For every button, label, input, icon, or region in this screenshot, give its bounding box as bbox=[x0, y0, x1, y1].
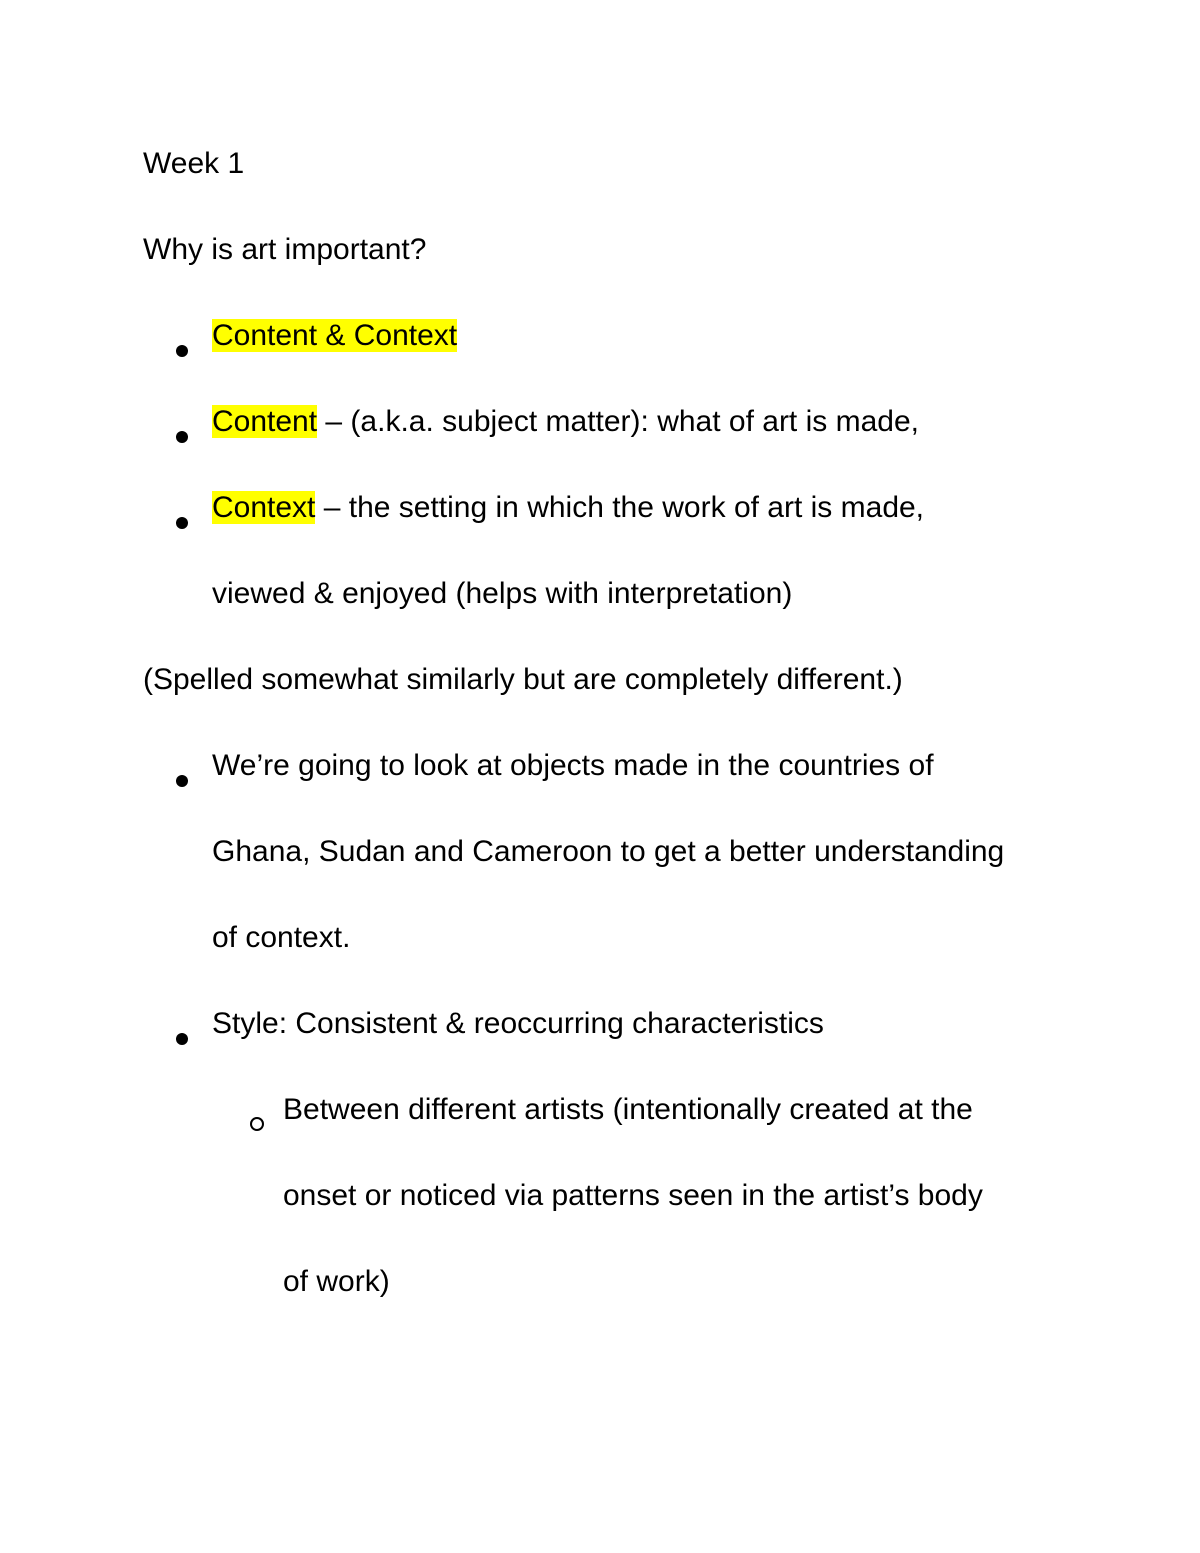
bullet-dot-icon bbox=[176, 1018, 188, 1054]
bullet-item: We’re going to look at objects made in the countries of bbox=[212, 749, 934, 782]
highlighted-term: Content bbox=[212, 405, 318, 438]
highlighted-term: Content & Context bbox=[212, 319, 458, 352]
bullet-continuation: viewed & enjoyed (helps with interpretation) bbox=[212, 577, 793, 610]
bullet-dot-icon bbox=[176, 330, 188, 366]
bullet-item bbox=[212, 490, 924, 526]
sub-bullet-continuation: of work) bbox=[283, 1265, 390, 1298]
note-line: (Spelled somewhat similarly but are completely different.) bbox=[143, 663, 903, 696]
highlighted-term: Context bbox=[212, 491, 316, 524]
bullet-dot-icon bbox=[176, 760, 188, 796]
bullet-item bbox=[212, 318, 457, 354]
bullet-continuation: Ghana, Sudan and Cameroon to get a better understanding bbox=[212, 835, 1005, 868]
sub-bullet-item: Between different artists (intentionally created at the bbox=[283, 1093, 973, 1126]
week-heading: Week 1 bbox=[143, 147, 245, 180]
sub-bullet-continuation: onset or noticed via patterns seen in the artist’s body bbox=[283, 1179, 983, 1212]
sub-bullet-circle-icon bbox=[250, 1104, 264, 1140]
question-line: Why is art important? bbox=[143, 233, 427, 266]
bullet-continuation: of context. bbox=[212, 921, 351, 954]
bullet-item: Style: Consistent & reoccurring characteristics bbox=[212, 1007, 824, 1040]
bullet-item bbox=[212, 404, 919, 440]
bullet-dot-icon bbox=[176, 416, 188, 452]
bullet-text: – the setting in which the work of art is made, bbox=[315, 491, 925, 524]
bullet-dot-icon bbox=[176, 502, 188, 538]
bullet-text: – (a.k.a. subject matter): what of art is made, bbox=[317, 405, 919, 438]
